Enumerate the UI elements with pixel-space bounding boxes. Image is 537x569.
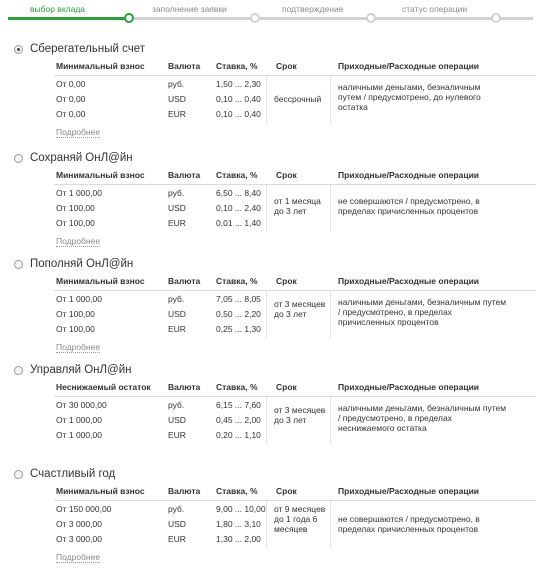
deposit-title: Счастливый год	[30, 468, 116, 480]
deposit-header[interactable]	[14, 468, 534, 484]
deposit-header[interactable]	[14, 43, 534, 59]
cell-min: От 150 000,00	[56, 504, 112, 514]
deposit-radio[interactable]	[14, 366, 23, 375]
cell-currency: USD	[168, 519, 186, 529]
col-header-min: Неснижаемый остаток	[56, 382, 151, 392]
col-header-rate: Ставка, %	[216, 382, 258, 392]
col-header-currency: Валюта	[168, 486, 201, 496]
cell-min: От 1 000,00	[56, 294, 102, 304]
col-header-term: Срок	[276, 486, 297, 496]
header-divider	[54, 396, 536, 397]
step-dot-1	[124, 13, 134, 23]
cell-currency: EUR	[168, 430, 186, 440]
step-dot-2	[250, 13, 260, 23]
col-header-operations: Приходные/Расходные операции	[338, 170, 480, 180]
deposit-header[interactable]	[14, 152, 534, 168]
cell-term: от 3 месяцев до 3 лет	[274, 299, 326, 319]
column-divider	[330, 500, 331, 548]
cell-currency: EUR	[168, 109, 186, 119]
column-divider	[266, 75, 267, 123]
step-dot-3	[366, 13, 376, 23]
deposit-rates-table	[14, 274, 534, 338]
col-header-term: Срок	[276, 276, 297, 286]
deposit-rates-table	[14, 484, 534, 548]
cell-currency: EUR	[168, 324, 186, 334]
cell-min: От 3 000,00	[56, 519, 102, 529]
cell-min: От 1 000,00	[56, 188, 102, 198]
col-header-term: Срок	[276, 61, 297, 71]
column-divider	[330, 184, 331, 232]
step-dot-4	[491, 13, 501, 23]
col-header-operations: Приходные/Расходные операции	[338, 382, 480, 392]
deposit-radio[interactable]	[14, 470, 23, 479]
column-divider	[266, 500, 267, 548]
cell-rate: 1,80 ... 3,10	[216, 519, 261, 529]
cell-min: От 100,00	[56, 324, 95, 334]
col-header-rate: Ставка, %	[216, 61, 258, 71]
col-header-currency: Валюта	[168, 170, 201, 180]
column-divider	[330, 75, 331, 123]
deposit-header[interactable]	[14, 258, 534, 274]
progress-steps	[0, 0, 537, 32]
cell-rate: 0,45 ... 2,00	[216, 415, 261, 425]
cell-currency: EUR	[168, 534, 186, 544]
deposit-title: Сохраняй ОнЛ@йн	[30, 152, 133, 164]
cell-term: от 3 месяцев до 3 лет	[274, 405, 326, 425]
details-link[interactable]: Подробнее	[56, 342, 101, 352]
col-header-currency: Валюта	[168, 382, 201, 392]
cell-rate: 0,10 ... 0,40	[216, 94, 261, 104]
col-header-operations: Приходные/Расходные операции	[338, 486, 480, 496]
cell-min: От 100,00	[56, 218, 95, 228]
col-header-rate: Ставка, %	[216, 486, 258, 496]
cell-min: От 100,00	[56, 309, 95, 319]
column-divider	[266, 184, 267, 232]
col-header-rate: Ставка, %	[216, 276, 258, 286]
cell-term: бессрочный	[274, 94, 322, 104]
cell-min: От 1 000,00	[56, 430, 102, 440]
cell-currency: EUR	[168, 218, 186, 228]
header-divider	[54, 290, 536, 291]
deposit-radio[interactable]	[14, 154, 23, 163]
cell-currency: руб.	[168, 294, 185, 304]
col-header-operations: Приходные/Расходные операции	[338, 276, 480, 286]
step-label-fill-application: заполнение заявки	[152, 4, 227, 14]
deposit-rates-table	[14, 168, 534, 232]
deposit-title: Пополняй ОнЛ@йн	[30, 258, 134, 270]
step-label-confirmation: подтверждение	[282, 4, 344, 14]
cell-operations: не совершаются / предусмотрено, в пределах причисленных процентов	[338, 196, 480, 216]
col-header-min: Минимальный взнос	[56, 61, 145, 71]
column-divider	[266, 396, 267, 444]
cell-min: От 0,00	[56, 79, 86, 89]
cell-rate: 0,01 ... 1,40	[216, 218, 261, 228]
cell-term: от 9 месяцев до 1 года 6 месяцев	[274, 504, 326, 534]
cell-operations: наличными деньгами, безналичным путем / предусмотрено, в пределах неснижаемого остатка	[338, 403, 507, 433]
cell-rate: 6,15 ... 7,60	[216, 400, 261, 410]
cell-rate: 0,25 ... 1,30	[216, 324, 261, 334]
cell-currency: USD	[168, 203, 186, 213]
step-label-operation-status: статус операции	[402, 4, 468, 14]
cell-min: От 0,00	[56, 109, 86, 119]
header-divider	[54, 500, 536, 501]
deposit-title: Управляй ОнЛ@йн	[30, 364, 132, 376]
cell-rate: 1,50 ... 2,30	[216, 79, 261, 89]
cell-operations: не совершаются / предусмотрено, в пределах причисленных процентов	[338, 514, 480, 534]
details-link[interactable]: Подробнее	[56, 552, 101, 562]
col-header-term: Срок	[276, 382, 297, 392]
cell-rate: 9,00 ... 10,00	[216, 504, 266, 514]
details-link[interactable]: Подробнее	[56, 236, 101, 246]
cell-operations: наличными деньгами, безналичным путем / предусмотрено, в пределах причисленных процентов	[338, 297, 507, 327]
cell-min: От 30 000,00	[56, 400, 107, 410]
cell-rate: 1,30 ... 2,00	[216, 534, 261, 544]
cell-rate: 0,20 ... 1,10	[216, 430, 261, 440]
deposit-replenish-online	[14, 258, 534, 352]
cell-currency: руб.	[168, 188, 185, 198]
deposit-rates-table	[14, 380, 534, 444]
progress-fill	[8, 17, 132, 20]
cell-operations: наличными деньгами, безналичным путем / предусмотрено, до нулевого остатка	[338, 82, 481, 112]
cell-rate: 0,50 ... 2,20	[216, 309, 261, 319]
cell-term: от 1 месяца до 3 лет	[274, 196, 321, 216]
column-divider	[330, 290, 331, 338]
deposit-radio[interactable]	[14, 260, 23, 269]
cell-currency: руб.	[168, 504, 185, 514]
cell-rate: 7,05 ... 8,05	[216, 294, 261, 304]
progress-track	[8, 17, 533, 20]
cell-currency: USD	[168, 415, 186, 425]
deposit-manage-online	[14, 364, 534, 444]
column-divider	[330, 396, 331, 444]
col-header-operations: Приходные/Расходные операции	[338, 61, 480, 71]
cell-min: От 100,00	[56, 203, 95, 213]
col-header-currency: Валюта	[168, 276, 201, 286]
deposit-radio[interactable]	[14, 45, 23, 54]
cell-min: От 3 000,00	[56, 534, 102, 544]
cell-currency: руб.	[168, 400, 185, 410]
details-link[interactable]: Подробнее	[56, 127, 101, 137]
deposit-save-online	[14, 152, 534, 246]
step-label-choose-deposit: выбор вклада	[30, 4, 86, 14]
cell-min: От 0,00	[56, 94, 86, 104]
deposit-happy-year	[14, 468, 534, 562]
deposit-rates-table	[14, 59, 534, 123]
col-header-min: Минимальный взнос	[56, 486, 145, 496]
col-header-min: Минимальный взнос	[56, 170, 145, 180]
cell-currency: USD	[168, 309, 186, 319]
col-header-currency: Валюта	[168, 61, 201, 71]
deposit-title: Сберегательный счет	[30, 43, 146, 55]
col-header-min: Минимальный взнос	[56, 276, 145, 286]
header-divider	[54, 184, 536, 185]
col-header-term: Срок	[276, 170, 297, 180]
header-divider	[54, 75, 536, 76]
col-header-rate: Ставка, %	[216, 170, 258, 180]
cell-currency: USD	[168, 94, 186, 104]
cell-currency: руб.	[168, 79, 185, 89]
cell-rate: 6,50 ... 8,40	[216, 188, 261, 198]
deposit-header[interactable]	[14, 364, 534, 380]
deposit-savings-account	[14, 43, 534, 137]
column-divider	[266, 290, 267, 338]
cell-rate: 0,10 ... 2,40	[216, 203, 261, 213]
cell-rate: 0,10 ... 0,40	[216, 109, 261, 119]
cell-min: От 1 000,00	[56, 415, 102, 425]
